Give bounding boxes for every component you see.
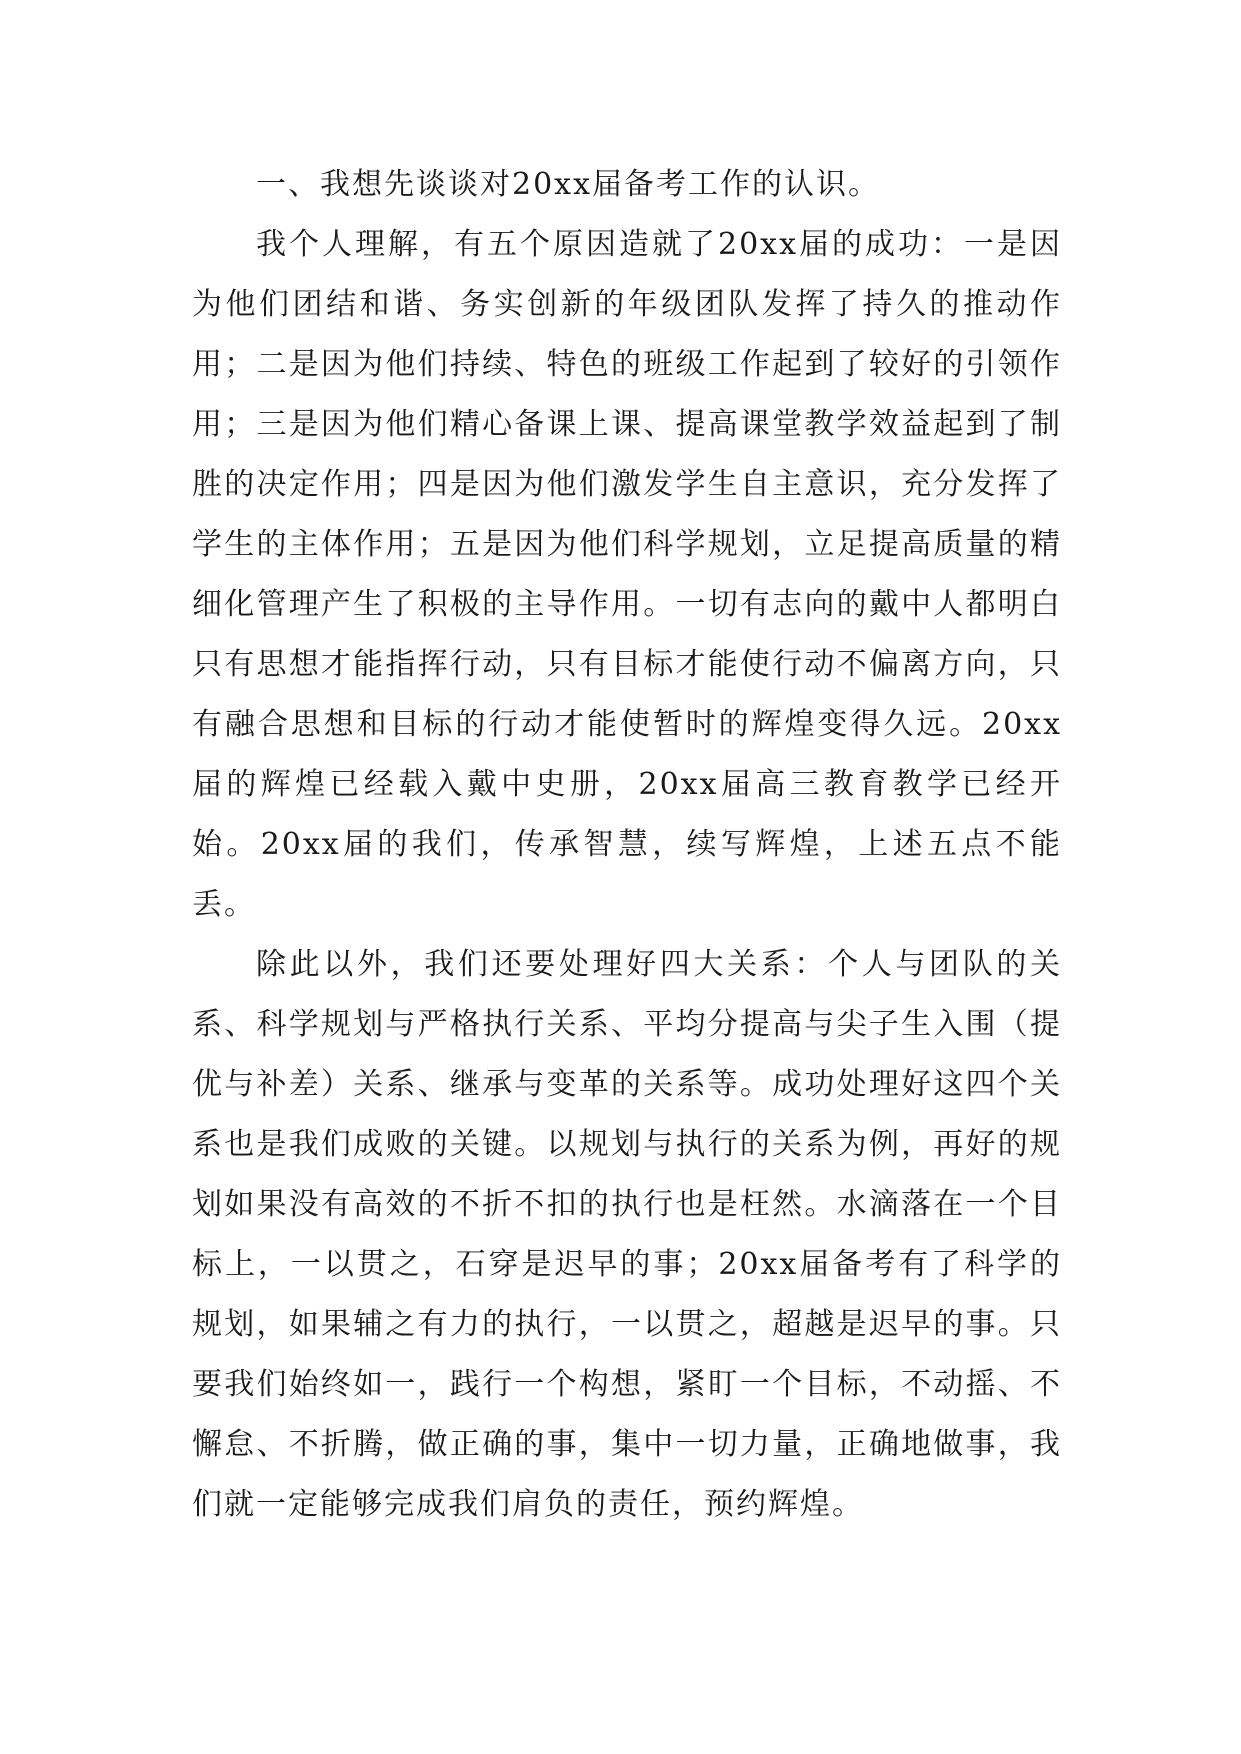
paragraph-heading: 一、我想先谈谈对20xx届备考工作的认识。 bbox=[256, 167, 881, 202]
paragraph-relationships: 除此以外，我们还要处理好四大关系：个人与团队的关系、科学规划与严格执行关系、平均分提高与尖子生入围（提优与补差）关系、继承与变革的关系等。成功处理好这四个关系也是我们成败的关键。以规划与执行的关系为例，再好的规划如果没有高效的不折不扣的执行也是枉然。水滴落在一个目标上，一以贯之，石穿是迟早的事；20xx届备考有了科学的规划，如果辅之有力的执行，一以贯之，超越是迟早的事。只要我们始终如一，践行一个构想，紧盯一个目标，不动摇、不懈怠、不折腾，做正确的事，集中一切力量，正确地做事，我们就一定能够完成我们肩负的责任，预约辉煌。 bbox=[192, 947, 1062, 1522]
document-body bbox=[192, 155, 1062, 1535]
paragraph-reasons: 我个人理解，有五个原因造就了20xx届的成功：一是因为他们团结和谐、务实创新的年级团队发挥了持久的推动作用；二是因为他们持续、特色的班级工作起到了较好的引领作用；三是因为他们精心备课上课、提高课堂教学效益起到了制胜的决定作用；四是因为他们激发学生自主意识，充分发挥了学生的主体作用；五是因为他们科学规划，立足提高质量的精细化管理产生了积极的主导作用。一切有志向的戴中人都明白只有思想才能指挥行动，只有目标才能使行动不偏离方向，只有融合思想和目标的行动才能使暂时的辉煌变得久远。20xx届的辉煌已经载入戴中史册，20xx届高三教育教学已经开始。20xx届的我们，传承智慧，续写辉煌，上述五点不能丢。 bbox=[192, 227, 1062, 922]
